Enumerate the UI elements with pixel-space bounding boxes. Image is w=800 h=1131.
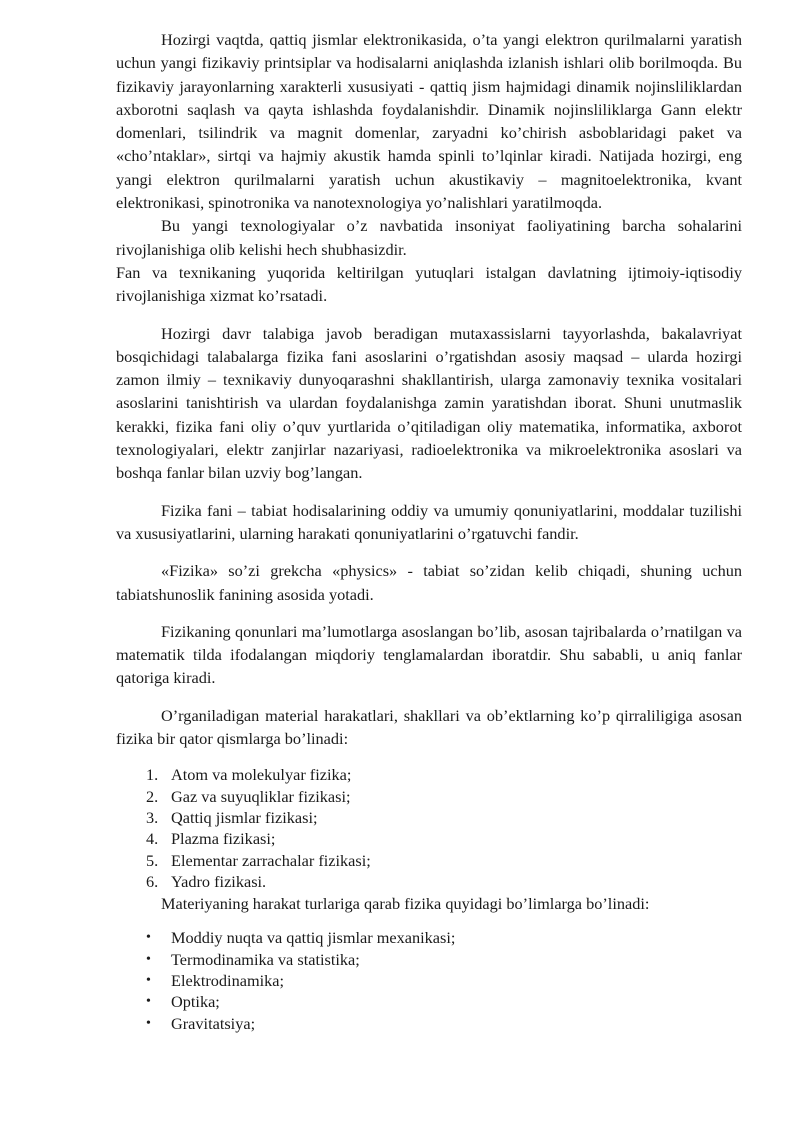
list-item-text: Elektrodinamika; bbox=[171, 970, 285, 990]
list-item-text: Atom va molekulyar fizika; bbox=[171, 765, 352, 785]
paragraph-8: O’rganiladigan material harakatlari, shakllari va ob’ektlarning ko’p qirraliligiga asosan fizika bir qator qismlarga bo’linadi: bbox=[116, 705, 742, 749]
list-item bbox=[116, 949, 742, 970]
list-item-text: Yadro fizikasi. bbox=[171, 871, 267, 891]
list-item bbox=[116, 871, 742, 892]
bullet-icon: • bbox=[146, 930, 151, 946]
list-item bbox=[116, 828, 742, 849]
list-item bbox=[116, 991, 742, 1012]
list-item-text: Optika; bbox=[171, 992, 220, 1012]
list-item-text: Elementar zarrachalar fizikasi; bbox=[171, 850, 371, 870]
paragraph-7: Fizikaning qonunlari ma’lumotlarga asoslangan bo’lib, asosan tajribalarda o’rnatilgan va matematik tilda ifodalangan miqdoriy tenglamalardan iboratdir. Shu sababli, u aniq fanlar qatoriga kiradi. bbox=[116, 621, 742, 688]
list-item bbox=[116, 850, 742, 871]
list-item-text: Qattiq jismlar fizikasi; bbox=[171, 807, 318, 827]
list-item bbox=[116, 970, 742, 991]
list-item bbox=[116, 807, 742, 828]
list-item bbox=[116, 1013, 742, 1034]
numbered-list bbox=[116, 764, 742, 892]
list-number: 2. bbox=[146, 786, 159, 806]
list-number: 4. bbox=[146, 829, 159, 849]
list-item-text: Plazma fizikasi; bbox=[171, 829, 276, 849]
list-item bbox=[116, 764, 742, 785]
bullet-icon: • bbox=[146, 994, 151, 1010]
paragraph-5: Fizika fani – tabiat hodisalarining oddiy va umumiy qonuniyatlarini, moddalar tuzilishi va xususiyatlarini, ularning harakati qonuniyatlarini o’rgatuvchi fandir. bbox=[116, 500, 742, 543]
list-item-text: Gravitatsiya; bbox=[171, 1013, 256, 1033]
list-item bbox=[116, 786, 742, 807]
bullet-icon: • bbox=[146, 1015, 151, 1031]
list-number: 5. bbox=[146, 850, 159, 870]
list-item-text: Moddiy nuqta va qattiq jismlar mexanikasi; bbox=[171, 928, 456, 948]
list-item-text: Gaz va suyuqliklar fizikasi; bbox=[171, 786, 351, 806]
list-item-text: Termodinamika va statistika; bbox=[171, 949, 360, 969]
paragraph-1: Hozirgi vaqtda, qattiq jismlar elektronikasida, o’ta yangi elektron qurilmalarni yaratish uchun yangi fizikaviy printsiplar va hodisalarni aniqlashda izlanish ishlari olib borilmoqda. Bu fizikaviy jarayonlarning xarakterli xususiyati - qattiq jism hajmidagi dinamik nojinsliliklardan axborotni saqlash va qayta ishlashda foydalanishdir. Dinamik nojinsliliklarga Gann elektr domenlari, tsilindrik va magnit domenlar, zaryadni ko’chirish asboblaridagi paket va «cho’ntaklar», sirtqi va hajmiy akustik hamda spinli to’lqinlar kiradi. Natijada hozirgi, eng yangi elektron qurilmalarni yaratish uchun akustikaviy – magnitoelektronika, kvant elektronikasi, spinotronika va nanotexnologiya yo’nalishlari yaratilmoqda. bbox=[116, 30, 742, 213]
paragraph-9: Materiyaning harakat turlariga qarab fizika quyidagi bo’limlarga bo’linadi: bbox=[161, 894, 650, 914]
paragraph-6: «Fizika» so’zi grekcha «physics» - tabiat so’zidan kelib chiqadi, shuning uchun tabiatshunoslik fanining asosida yotadi. bbox=[116, 561, 742, 604]
paragraph-4: Hozirgi davr talabiga javob beradigan mutaxassislarni tayyorlashda, bakalavriyat bosqichidagi talabalarga fizika fani asoslarini o’rgatishdan asosiy maqsad – ularda hozirgi zamon ilmiy – texnikaviy dunyoqarashni shakllantirish, ularga zamonaviy texnika vositalari asoslarini tanishtirish va ulardan foydalanishga zamin yaratishdan iborat. Shuni unutmaslik kerakki, fizika fani oliy o’quv yurtlarida o’qitiladigan oliy matematika, informatika, axborot texnologiyalari, elektr zanjirlar nazariyasi, radioelektronika va mikroelektronika asoslari va boshqa fanlar bilan uzviy bog’langan. bbox=[116, 323, 742, 483]
paragraph-3: Fan va texnikaning yuqorida keltirilgan yutuqlari istalgan davlatning ijtimoiy-iqtisodiy rivojlanishiga xizmat ko’rsatadi. bbox=[116, 262, 742, 306]
list-number: 1. bbox=[146, 765, 159, 785]
list-number: 3. bbox=[146, 807, 159, 827]
bullet-list bbox=[116, 927, 742, 1033]
bullet-icon: • bbox=[146, 951, 151, 967]
paragraph-2: Bu yangi texnologiyalar o’z navbatida insoniyat faoliyatining barcha sohalarini rivojlanishiga olib kelishi hech shubhasizdir. bbox=[116, 216, 742, 259]
bullet-icon: • bbox=[146, 972, 151, 988]
list-item bbox=[116, 927, 742, 948]
list-number: 6. bbox=[146, 871, 159, 891]
